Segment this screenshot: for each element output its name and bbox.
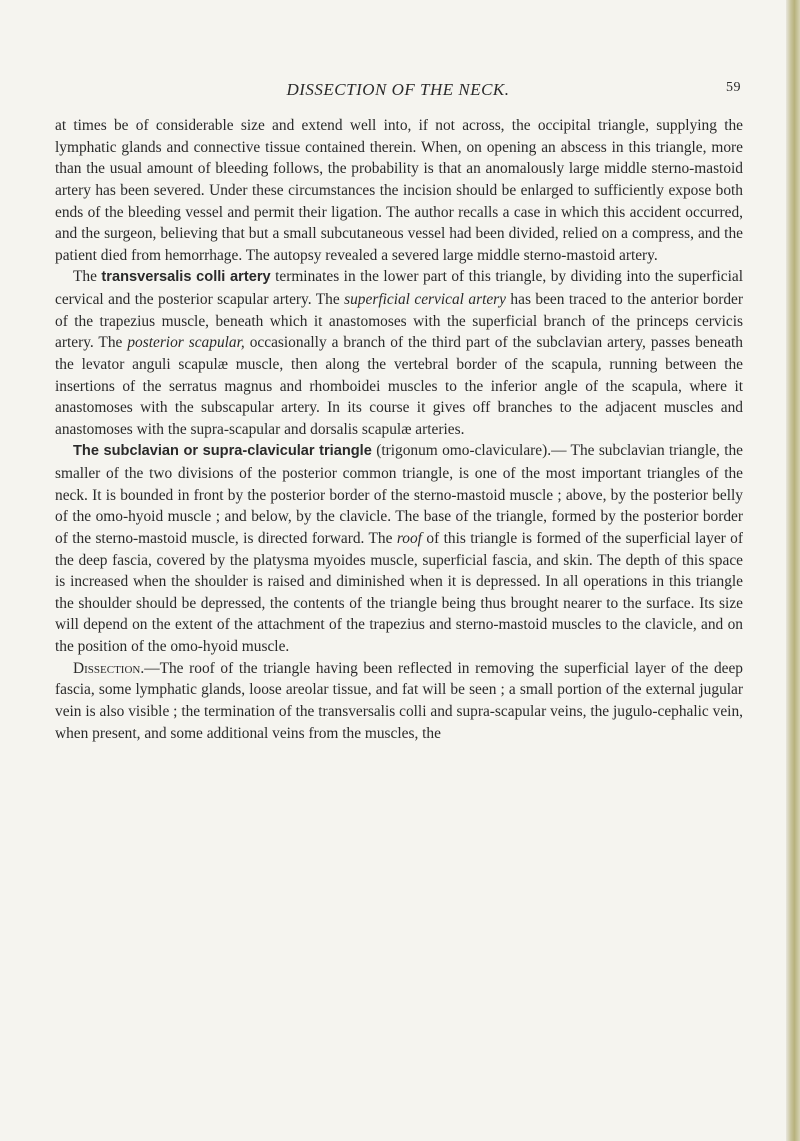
p2-lead: The xyxy=(73,268,102,286)
term-posterior-scapular: posterior scapular, xyxy=(127,334,245,352)
section-heading-subclavian: The subclavian or supra-clavicular triangle xyxy=(73,443,372,460)
p2-text-3: occasionally a branch of the third part of the subclavian artery, passes beneath the levator anguli scapulæ muscle, then along the vertebral border of the scapula, running between the insertions of the serratus magnus and rhomboidei muscles to the inferior angle of the scapula, where it anastomoses with the subscapular artery. In its course it gives off branches to the adjacent muscles and anastomoses with the supra-scapular and dorsalis scapulæ arteries. xyxy=(55,334,743,438)
running-header xyxy=(55,80,741,104)
p2-text-1: terminates in the lower part of this triangle, by dividing into the superficial cervical and the posterior scapular artery. The xyxy=(55,268,744,308)
page-edge-strip xyxy=(786,0,800,1141)
running-title: DISSECTION OF THE NECK. xyxy=(286,80,510,99)
paragraph-4 xyxy=(55,658,743,745)
paragraph-3 xyxy=(55,440,743,657)
term-superficial-cervical: superficial cervical artery xyxy=(344,291,506,308)
body-text xyxy=(55,115,743,744)
dissection-label: Dissection. xyxy=(73,659,145,677)
paragraph-2 xyxy=(55,266,743,440)
p3-text-2: of this triangle is formed of the superficial layer of the deep fascia, covered by the platysma myoides muscle, superficial fascia, and skin. The depth of this space is increased when the shoulder is raised and diminished when it is depressed. In all operations in this triangle the shoulder should be depressed, the contents of the triangle being thus brought nearer to the surface. Its size will depend on the extent of the attachment of the trapezius and sterno-mastoid muscles to the clavicle, and on the position of the omo-hyoid muscle. xyxy=(55,529,744,655)
term-roof: roof xyxy=(396,529,422,547)
p3-text-1: (trigonum omo-claviculare).— The subclavian triangle, the smaller of the two divisions of the posterior common triangle, is one of the most important triangles of the neck. It is bounded in front by the posterior border of the sterno-mastoid muscle ; above, by the posterior belly of the omo-hyoid muscle ; and below, by the clavicle. The base of the triangle, formed by the posterior border of the sterno-mastoid muscle, is directed forward. The xyxy=(55,442,743,547)
p4-text-1: —The roof of the triangle having been reflected in removing the superficial layer of the deep fascia, some lymphatic glands, loose areolar tissue, and fat will be seen ; a small portion of the external jugular vein is also visible ; the termination of the transversalis colli and supra-scapular veins, the jugulo-cephalic vein, when present, and some additional veins from the muscles, the xyxy=(55,659,743,742)
section-heading-transversalis: transversalis colli artery xyxy=(101,269,271,286)
p2-text-2: has been traced to the anterior border of the trapezius muscle, beneath which it anastomoses with the superficial branch of the princeps cervicis artery. The xyxy=(55,291,743,352)
page-number: 59 xyxy=(726,80,741,95)
paragraph-1: at times be of considerable size and extend well into, if not across, the occipital triangle, supplying the lymphatic glands and connective tissue contained therein. When, on opening an abscess in this triangle, more than the usual amount of bleeding follows, the probability is that an anomalously large middle sterno-mastoid artery has been severed. Under these circumstances the incision should be enlarged to sufficiently expose both ends of the bleeding vessel and permit their ligation. The author recalls a case in which this accident occurred, and the surgeon, believing that but a small subcutaneous vessel had been divided, relied on a compress, and the patient died from hemorrhage. The autopsy revealed a severed large middle sterno-mastoid artery. xyxy=(55,117,743,264)
